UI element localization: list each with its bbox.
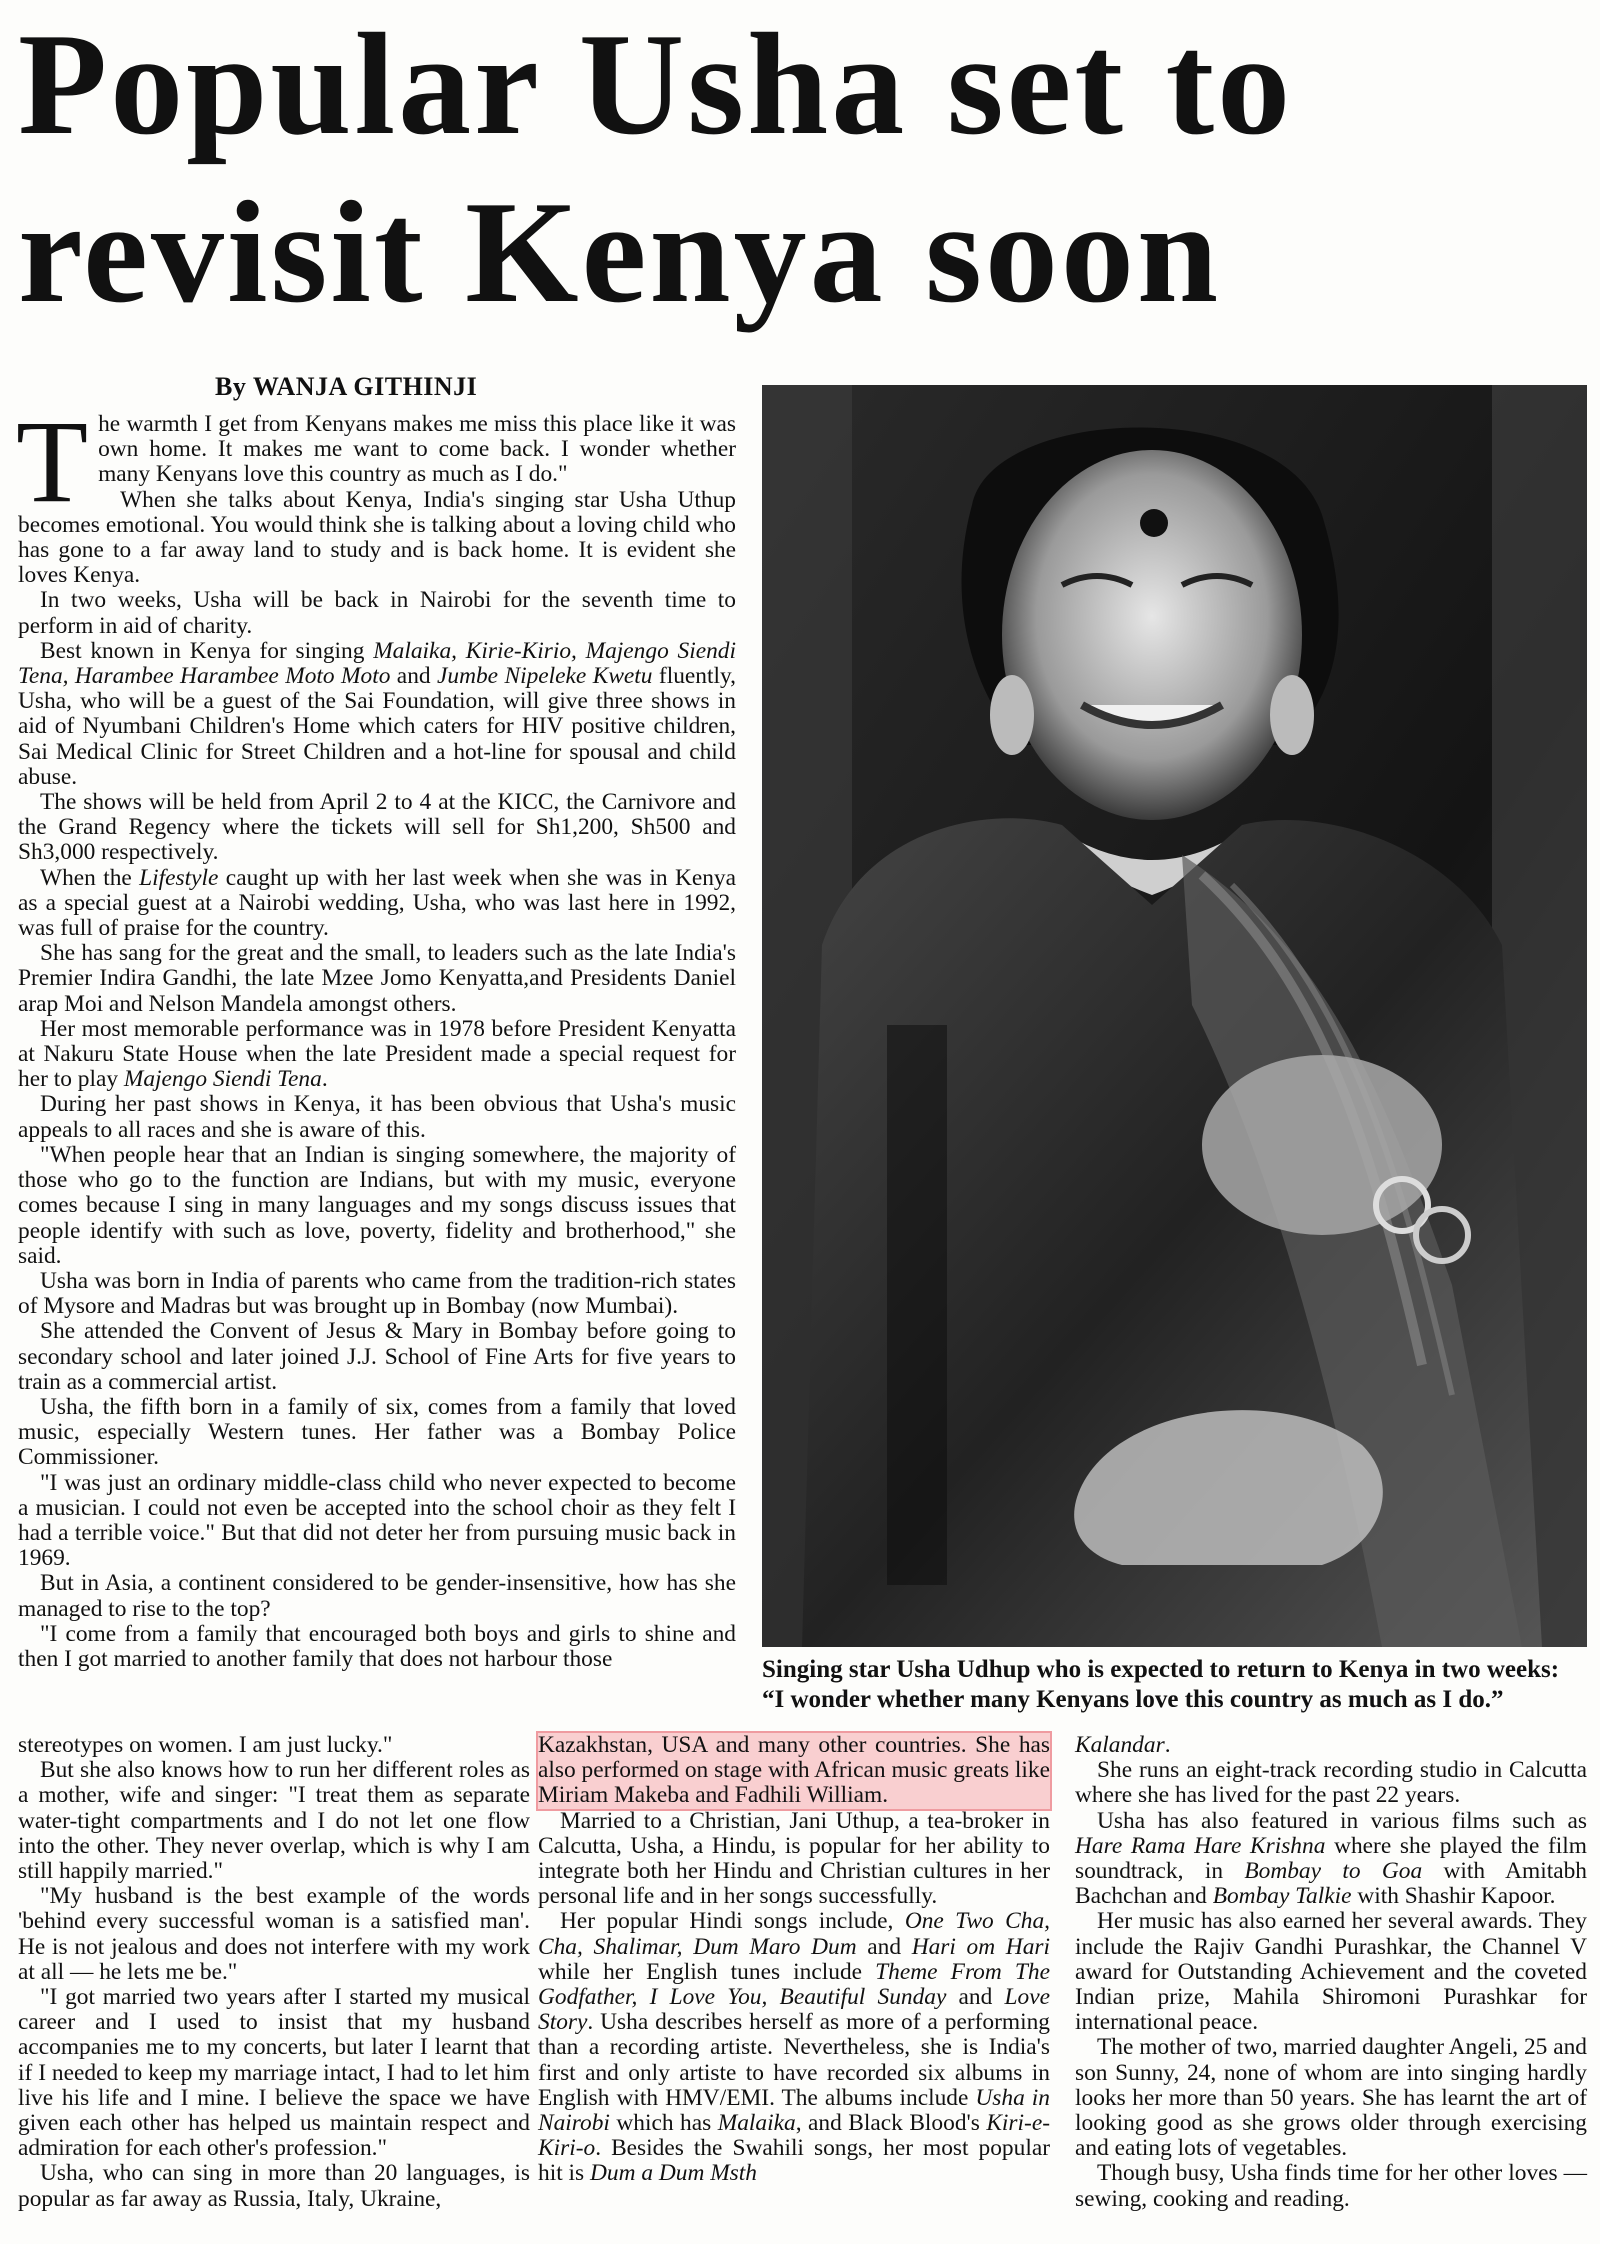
song-titles: One Two Cha, Cha, Shalimar, Dum Maro Dum	[538, 1908, 1050, 1960]
paragraph: When she talks about Kenya, India's singing star Usha Uthup becomes emotional. You would think she is talking about a loving child who has gone to a far away land to study and is back home. It is evident she loves Kenya.	[18, 486, 736, 589]
paragraph: Married to a Christian, Jani Uthup, a tea-broker in Calcutta, Usha, a Hindu, is popular for her ability to integrate both her Hindu and Christian cultures in her personal life and in her songs successfully.	[538, 1807, 1050, 1910]
paragraph: She has sang for the great and the small, to leaders such as the late India's Premier Indira Gandhi, the late Mzee Jomo Kenyatta,and Presidents Daniel arap Moi and Nelson Mandela amongst others.	[18, 940, 736, 1017]
paragraph-text: he warmth I get from Kenyans makes me miss this place like it was own home. It makes me want to come back. I wonder whether many Kenyans love this country as much as I do."	[98, 411, 736, 488]
paragraph: The shows will be held from April 2 to 4 at the KICC, the Carnivore and the Grand Regency where the tickets will sell for Sh1,200, Sh500 and Sh3,000 respectively.	[18, 789, 736, 866]
paragraph	[538, 1909, 1050, 2186]
article-top-column	[16, 396, 737, 1672]
paragraph: But she also knows how to run her different roles as a mother, wife and singer: "I treat them as separate water-tight compartments and I do not let one flow into the other. They never overlap, which is why I am still happily married."	[18, 1757, 530, 1885]
portrait-photo	[762, 385, 1587, 1647]
text: where she played the film soundtrack, in	[1075, 1832, 1587, 1885]
album-title: Usha in Nairobi	[538, 2084, 1050, 2137]
paragraph: The mother of two, married daughter Angeli, 25 and son Sunny, 24, none of whom are into singing hardly looks her more than 50 years. She has learnt the art of looking good as she grows older through exercising and eating lots of vegetables.	[1075, 2034, 1587, 2162]
article-column-3	[1075, 1733, 1587, 2212]
paragraph: Usha was born in India of parents who came from the tradition-rich states of Mysore and Madras but was brought up in Bombay (now Mumbai).	[18, 1267, 736, 1320]
song-title: Jumbe Nipeleke Kwetu	[437, 663, 653, 690]
portrait-illustration	[762, 385, 1587, 1647]
paragraph: In two weeks, Usha will be back in Nairobi for the seventh time to perform in aid of charity.	[18, 587, 736, 639]
text: Usha has also featured in various films such as	[1097, 1807, 1587, 1834]
text: and	[946, 1984, 1005, 2011]
song-title: Kiri-e-Kiri-o	[538, 2110, 1050, 2162]
paragraph	[18, 866, 736, 942]
song-titles: Malaika, Kirie-Kirio, Majengo Siendi Tena, Harambee Harambee Moto Moto	[18, 637, 736, 690]
text: .	[321, 1066, 328, 1093]
film-title: Bombay to Goa	[1244, 1858, 1423, 1885]
paragraph: Though busy, Usha finds time for her other loves — sewing, cooking and reading.	[1075, 2160, 1587, 2212]
paragraph	[18, 639, 736, 790]
text: . Usha describes herself as more of a performing than a recording artiste. Nevertheless, she is India's first and only artiste to have recorded six albums in English with HMV/EMI. The albums include	[538, 2009, 1050, 2111]
text: When the	[40, 864, 140, 891]
song-title: Kalandar	[1075, 1732, 1165, 1758]
song-title: Hari om Hari	[911, 1933, 1050, 1960]
article-column-1	[18, 1733, 530, 2212]
song-title: Love Story	[538, 1984, 1050, 2036]
paragraph	[1075, 1733, 1587, 1758]
text: caught up with her last week when she was in Kenya as a special guest at a Nairobi wedding, Usha, who was last here in 1992, was full of praise for the country.	[18, 864, 736, 942]
paragraph: Usha, who can sing in more than 20 languages, is popular as far away as Russia, Italy, Ukraine,	[18, 2160, 530, 2212]
text: Best known in Kenya for singing	[40, 637, 374, 664]
song-title: Malaika	[717, 2110, 796, 2137]
photo-caption	[762, 1655, 1587, 1715]
paragraph: During her past shows in Kenya, it has been obvious that Usha's music appeals to all races and she is aware of this.	[18, 1091, 736, 1143]
text: while her English tunes include	[538, 1958, 876, 1985]
paragraph: Her music has also earned her several awards. They include the Rajiv Gandhi Purashkar, the Channel V award for Outstanding Achievement and the coveted Indian prize, Mahila Shiromoni Purashkar for international peace.	[1075, 1908, 1587, 2036]
article-column-2	[538, 1733, 1050, 2187]
film-title: Bombay Talkie	[1212, 1883, 1352, 1910]
song-title: Majengo Siendi Tena	[123, 1066, 322, 1093]
paragraph: "My husband is the best example of the words 'behind every successful woman is a satisfied man'. He is not jealous and does not interfere with my work at all — he lets me be."	[18, 1883, 530, 1985]
paragraph: But in Asia, a continent considered to be gender-insensitive, how has she managed to rise to the top?	[18, 1570, 736, 1622]
caption-line-2: “I wonder whether many Kenyans love this country as much as I do.”	[762, 1686, 1504, 1713]
text: Her popular Hindi songs include,	[560, 1908, 905, 1935]
paragraph: "I was just an ordinary middle-class child who never expected to become a musician. I could not even be accepted into the school choir as they felt I had a terrible voice." But that did not deter her from pursuing music back in 1969.	[18, 1469, 736, 1572]
paragraph: stereotypes on women. I am just lucky."	[18, 1732, 393, 1758]
headline-line-1: Popular Usha set to	[18, 3, 1294, 165]
text: which has	[609, 2110, 718, 2137]
publication-name: Lifestyle	[139, 864, 219, 891]
text: and	[390, 663, 438, 690]
paragraph: "When people hear that an Indian is singing somewhere, the majority of those who go to the function are Indians, but with my music, everyone comes because I sing in many languages and my songs discuss issues that people identify with such as love, poverty, fidelity and brotherhood," she said.	[18, 1141, 736, 1269]
text: , and Black Blood's	[795, 2110, 987, 2137]
paragraph-intro	[16, 396, 736, 527]
film-title: Hare Rama Hare Krishna	[1075, 1832, 1326, 1859]
text: and	[856, 1933, 912, 1960]
caption-line-1: Singing star Usha Udhup who is expected to return to Kenya in two weeks:	[762, 1656, 1560, 1683]
paragraph: She runs an eight-track recording studio in Calcutta where she has lived for the past 22 years.	[1075, 1757, 1587, 1809]
song-title: Dum a Dum Msth	[590, 2160, 757, 2187]
paragraph: Usha, the fifth born in a family of six, comes from a family that loved music, especially Western tunes. Her father was a Bombay Police Commissioner.	[18, 1393, 736, 1471]
highlighted-passage: Kazakhstan, USA and many other countries. She has also performed on stage with African music greats like Miriam Makeba and Fadhili William.	[538, 1732, 1050, 1809]
paragraph	[18, 1017, 736, 1093]
paragraph: She attended the Convent of Jesus & Mary in Bombay before going to secondary school and later joined J.J. School of Fine Arts for five years to train as a commercial artist.	[18, 1318, 736, 1395]
headline-line-2: revisit Kenya soon	[18, 171, 1222, 333]
song-titles: Theme From The Godfather, I Love You, Beautiful Sunday	[538, 1958, 1050, 2011]
headline	[18, 0, 1588, 336]
text: fluently, Usha, who will be a guest of the Sai Foundation, will give three shows in aid of Nyumbani Children's Home which caters for HIV positive children, Sai Medical Clinic for Street Children and a hot-line for spousal and child abuse.	[18, 663, 737, 790]
text: with Amitabh Bachchan and	[1075, 1858, 1587, 1910]
paragraph: "I come from a family that encouraged both boys and girls to shine and then I got married to another family that does not harbour those	[18, 1620, 736, 1672]
text: Her most memorable performance was in 1978 before President Kenyatta at Nakuru State House when the late President made a special request for her to play	[18, 1015, 736, 1093]
text: with Shashir Kapoor.	[1351, 1883, 1556, 1910]
paragraph: "I got married two years after I started my musical career and I used to insist that my husband accompanies me to my concerts, but later I learnt that if I needed to keep my marriage intact, I had to let him live his life and I mine. I believe the space we have given each other has helped us maintain respect and admiration for each other's profession."	[18, 1984, 530, 2162]
drop-cap: T	[16, 396, 89, 527]
paragraph	[1075, 1809, 1587, 1910]
text: .	[1164, 1732, 1171, 1758]
byline: By WANJA GITHINJI	[215, 372, 478, 401]
text: . Besides the Swahili songs, her most popular hit is	[538, 2135, 1050, 2187]
